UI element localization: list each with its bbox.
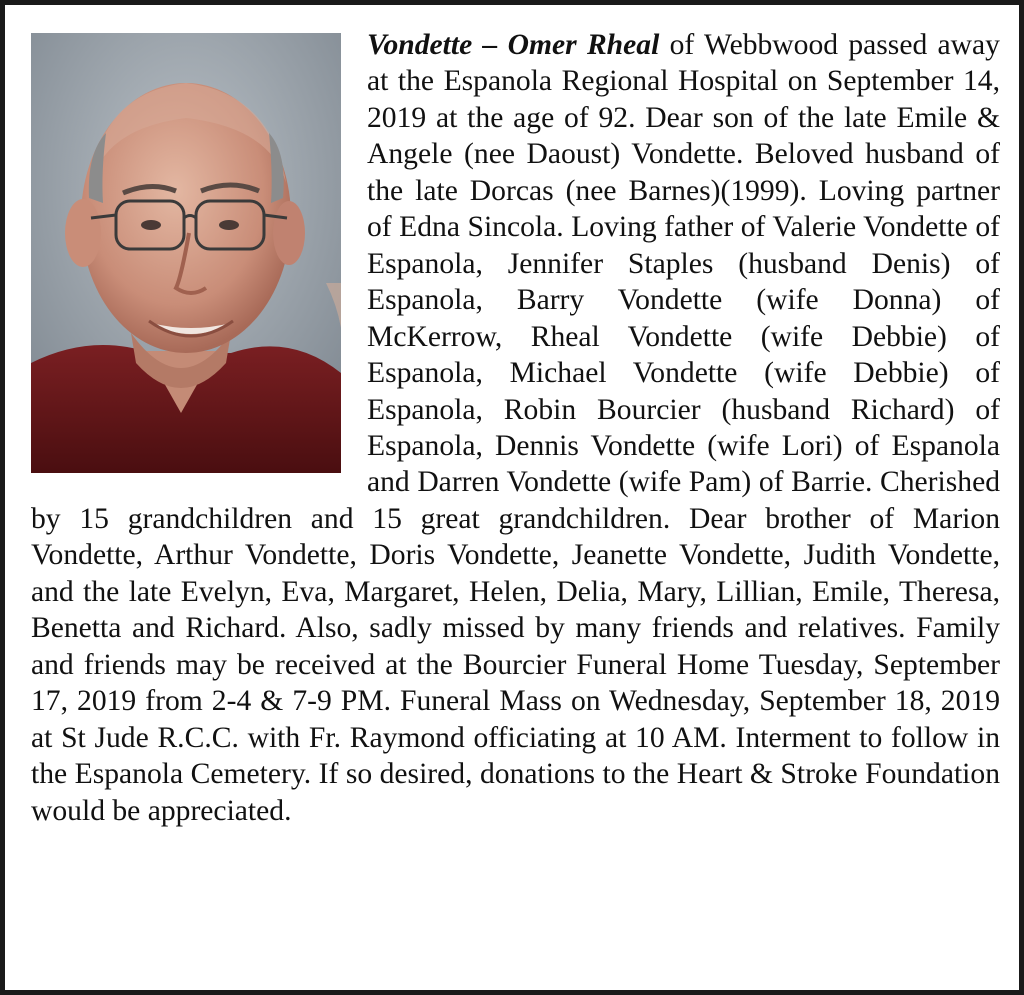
portrait-illustration	[31, 33, 341, 473]
obituary-body: of Webbwood passed away at the Espanola Regional Hospital on September 14, 2019 at the age of 92. Dear son of the late Emile & Angele (nee Daoust) Vondette. Beloved husband of the late Dorcas (nee Barnes)(1999). Loving partner of Edna Sincola. Loving father of Valerie Vondette of Espanola, Jennifer Staples (husband Denis) of Espanola, Barry Vondette (wife Donna) of McKerrow, Rheal Vondette (wife Debbie) of Espanola, Michael Vondette (wife Debbie) of Espanola, Robin Bourcier (husband Richard) of Espanola, Dennis Vondette (wife Lori) of Espanola and Darren Vondette (wife Pam) of Barrie. Cherished by 15 grandchildren and 15 great grandchildren. Dear brother of Marion Vondette, Arthur Vondette, Doris Vondette, Jeanette Vondette, Judith Vondette, and the late Evelyn, Eva, Margaret, Helen, Delia, Mary, Lillian, Emile, Theresa, Benetta and Richard. Also, sadly missed by many friends and relatives. Family and friends may be received at the Bourcier Funeral Home Tuesday, September 17, 2019 from 2-4 & 7-9 PM. Funeral Mass on Wednesday, September 18, 2019 at St Jude R.C.C. with Fr. Raymond officiating at 10 AM. Interment to follow in the Espanola Cemetery. If so desired, donations to the Heart & Stroke Foundation would be appreciated.	[31, 29, 1000, 827]
portrait-photo	[31, 33, 341, 473]
deceased-name: Vondette – Omer Rheal	[367, 29, 660, 61]
obituary-text	[31, 27, 1000, 829]
